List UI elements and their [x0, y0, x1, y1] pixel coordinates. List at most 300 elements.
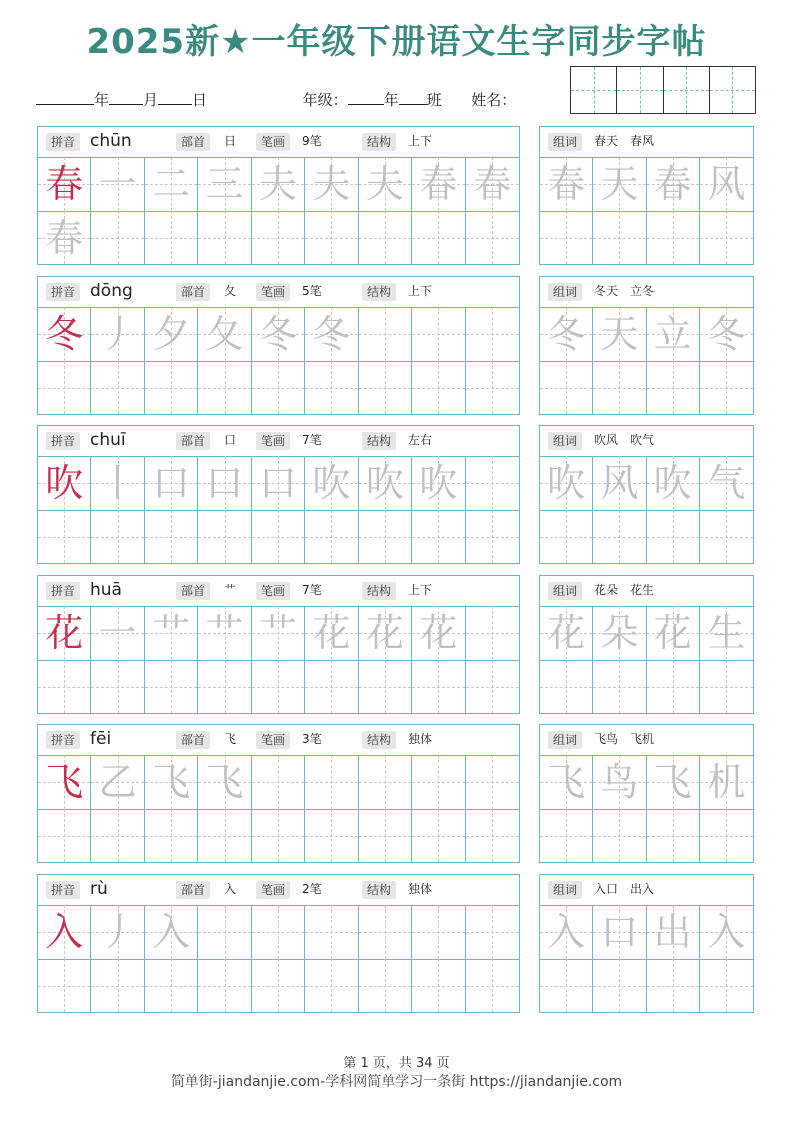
trace-character: 冬 — [707, 312, 746, 356]
trace-character: 夫 — [365, 162, 404, 206]
name-cell[interactable] — [617, 67, 663, 113]
trace-character: 天 — [600, 162, 639, 206]
grid-cell[interactable] — [540, 510, 593, 563]
grid-cell[interactable] — [540, 809, 593, 862]
grid-cell[interactable] — [593, 959, 646, 1012]
trace-character: 花 — [419, 611, 458, 655]
grid-cell[interactable] — [700, 307, 753, 361]
grid-cell[interactable] — [198, 510, 251, 563]
name-box[interactable] — [570, 66, 756, 114]
practice-panel — [37, 575, 520, 714]
trace-character: 夫 — [258, 162, 297, 206]
day-label: 日 — [192, 91, 208, 109]
strokes-tag: 笔画 — [256, 731, 290, 749]
grid-cell[interactable] — [700, 905, 753, 959]
grid-cell[interactable] — [252, 307, 305, 361]
grid-cell[interactable] — [252, 809, 305, 862]
grid-row — [540, 456, 753, 511]
trace-character: 春 — [45, 216, 84, 260]
strokes-value: 7笔 — [302, 583, 322, 597]
trace-character: 花 — [547, 611, 586, 655]
grid-cell[interactable] — [647, 510, 700, 563]
words-tag: 组词 — [548, 432, 582, 450]
practice-panel — [37, 724, 520, 863]
words-tag: 组词 — [548, 881, 582, 899]
grid-cell[interactable] — [91, 755, 144, 809]
grid-row — [540, 660, 753, 713]
grid-cell[interactable] — [198, 660, 251, 713]
words-tag: 组词 — [548, 582, 582, 600]
grid-cell[interactable] — [466, 510, 519, 563]
structure-tag: 结构 — [362, 881, 396, 899]
grid-cell[interactable] — [91, 211, 144, 264]
grid-cell[interactable] — [305, 361, 358, 414]
grid-cell[interactable] — [91, 660, 144, 713]
grid-cell[interactable] — [38, 905, 91, 959]
structure-value: 独体 — [408, 882, 433, 896]
words-value: 入口 出入 — [594, 882, 655, 896]
grid-cell[interactable] — [38, 307, 91, 361]
grid-cell[interactable] — [91, 606, 144, 660]
grid-cell[interactable] — [540, 307, 593, 361]
grid-cell[interactable] — [198, 755, 251, 809]
grid-cell[interactable] — [38, 959, 91, 1012]
grid-cell[interactable] — [145, 456, 198, 510]
year-blank[interactable] — [36, 88, 94, 105]
grid-cell[interactable] — [305, 510, 358, 563]
model-character: 花 — [45, 611, 84, 655]
radical-tag: 部首 — [176, 432, 210, 450]
grid-cell[interactable] — [252, 456, 305, 510]
trace-character: 吹 — [365, 461, 404, 505]
grid-cell[interactable] — [466, 456, 519, 510]
words-panel — [539, 874, 754, 1013]
grid-cell[interactable] — [593, 606, 646, 660]
grid-cell[interactable] — [252, 905, 305, 959]
name-cell[interactable] — [710, 67, 755, 113]
strokes-value: 3笔 — [302, 732, 322, 746]
grid-cell[interactable] — [38, 157, 91, 211]
words-panel — [539, 724, 754, 863]
grid-cell[interactable] — [700, 510, 753, 563]
grid-cell[interactable] — [412, 755, 465, 809]
grid-cell[interactable] — [38, 660, 91, 713]
character-block — [37, 425, 754, 564]
model-character: 春 — [45, 162, 84, 206]
grid-cell[interactable] — [91, 307, 144, 361]
grid-cell[interactable] — [593, 755, 646, 809]
grid-cell[interactable] — [466, 606, 519, 660]
trace-character: 二 — [152, 162, 191, 206]
trace-character: 口 — [258, 461, 297, 505]
grid-row — [38, 510, 519, 563]
grid-cell[interactable] — [466, 809, 519, 862]
name-label: 姓名： — [471, 91, 517, 109]
trace-character: 一 — [98, 162, 137, 206]
trace-character: 风 — [707, 162, 746, 206]
grid-cell[interactable] — [412, 809, 465, 862]
grid-cell[interactable] — [412, 361, 465, 414]
trace-character: 丿 — [98, 312, 137, 356]
pinyin-tag: 拼音 — [46, 582, 80, 600]
grid-cell[interactable] — [466, 755, 519, 809]
structure-value: 左右 — [408, 433, 433, 447]
grid-cell[interactable] — [305, 905, 358, 959]
grid-cell[interactable] — [145, 755, 198, 809]
grid-cell[interactable] — [305, 755, 358, 809]
name-cell[interactable] — [664, 67, 710, 113]
info-header — [38, 576, 519, 607]
grid-cell[interactable] — [305, 211, 358, 264]
info-header — [38, 725, 519, 756]
grid-cell[interactable] — [359, 157, 412, 211]
grid-cell[interactable] — [252, 606, 305, 660]
pinyin-tag: 拼音 — [46, 881, 80, 899]
grid-cell[interactable] — [252, 361, 305, 414]
grid-cell[interactable] — [91, 959, 144, 1012]
grid-cell[interactable] — [540, 959, 593, 1012]
grid-cell[interactable] — [359, 755, 412, 809]
grid-cell[interactable] — [700, 157, 753, 211]
words-header — [540, 725, 753, 756]
info-header — [38, 127, 519, 158]
grid-cell[interactable] — [38, 211, 91, 264]
grid-row — [540, 157, 753, 212]
grid-cell[interactable] — [700, 809, 753, 862]
grid-cell[interactable] — [412, 660, 465, 713]
strokes-value: 5笔 — [302, 284, 322, 298]
grid-cell[interactable] — [700, 211, 753, 264]
grid-cell[interactable] — [359, 606, 412, 660]
grid-row — [540, 809, 753, 862]
trace-character: 冬 — [312, 312, 351, 356]
grid-cell[interactable] — [593, 809, 646, 862]
words-panel — [539, 575, 754, 714]
page-title: 2025新★一年级下册语文生字同步字帖 — [86, 22, 707, 62]
grid-cell[interactable] — [647, 660, 700, 713]
day-blank[interactable] — [158, 88, 192, 105]
grid-cell[interactable] — [466, 905, 519, 959]
grid-row — [38, 456, 519, 511]
grid-cell[interactable] — [540, 157, 593, 211]
grid-cell[interactable] — [38, 606, 91, 660]
trace-character: 出 — [653, 910, 692, 954]
practice-panel — [37, 874, 520, 1013]
grid-cell[interactable] — [647, 755, 700, 809]
grid-cell[interactable] — [145, 211, 198, 264]
radical-value: 日 — [224, 134, 237, 148]
structure-tag: 结构 — [362, 582, 396, 600]
grid-row — [38, 959, 519, 1012]
grid-cell[interactable] — [91, 809, 144, 862]
radical-tag: 部首 — [176, 881, 210, 899]
grid-cell[interactable] — [91, 905, 144, 959]
grid-cell[interactable] — [145, 905, 198, 959]
trace-character: 春 — [653, 162, 692, 206]
site-footer: 简单街-jiandanjie.com-学科网简单学习一条街 https://jiandanjie.com — [170, 1074, 623, 1090]
grid-cell[interactable] — [305, 959, 358, 1012]
radical-tag: 部首 — [176, 582, 210, 600]
grid-row — [38, 211, 519, 264]
grid-cell[interactable] — [38, 361, 91, 414]
words-value: 飞鸟 飞机 — [594, 732, 655, 746]
practice-panel — [37, 126, 520, 265]
grid-cell[interactable] — [540, 456, 593, 510]
trace-character: 吹 — [312, 461, 351, 505]
grid-cell[interactable] — [466, 959, 519, 1012]
grid-cell[interactable] — [593, 307, 646, 361]
trace-character: 花 — [653, 611, 692, 655]
grid-row — [38, 755, 519, 810]
grid-cell[interactable] — [593, 361, 646, 414]
grid-cell[interactable] — [540, 905, 593, 959]
grid-cell[interactable] — [540, 755, 593, 809]
grid-cell[interactable] — [145, 307, 198, 361]
grid-cell[interactable] — [252, 755, 305, 809]
pinyin-value: huā — [90, 580, 122, 600]
grid-cell[interactable] — [647, 361, 700, 414]
pinyin-value: chuī — [90, 430, 126, 450]
grid-cell[interactable] — [145, 660, 198, 713]
grid-cell[interactable] — [38, 755, 91, 809]
grid-cell[interactable] — [359, 510, 412, 563]
trace-character: 飞 — [653, 760, 692, 804]
trace-character: 艹 — [152, 611, 191, 655]
grid-cell[interactable] — [91, 510, 144, 563]
grid-cell[interactable] — [305, 606, 358, 660]
grid-cell[interactable] — [647, 959, 700, 1012]
radical-tag: 部首 — [176, 731, 210, 749]
grid-cell[interactable] — [700, 660, 753, 713]
trace-character: 入 — [707, 910, 746, 954]
trace-character: 夫 — [312, 162, 351, 206]
trace-character: 口 — [152, 461, 191, 505]
trace-character: 艹 — [258, 611, 297, 655]
grid-cell[interactable] — [593, 905, 646, 959]
grid-cell[interactable] — [252, 157, 305, 211]
trace-character: 飞 — [547, 760, 586, 804]
grid-cell[interactable] — [198, 157, 251, 211]
grid-cell[interactable] — [198, 307, 251, 361]
grid-cell[interactable] — [466, 157, 519, 211]
grid-cell[interactable] — [647, 456, 700, 510]
grid-cell[interactable] — [145, 959, 198, 1012]
words-value: 春天 春风 — [594, 134, 655, 148]
grid-row — [540, 510, 753, 563]
grid-cell[interactable] — [198, 361, 251, 414]
grid-cell[interactable] — [593, 510, 646, 563]
grid-cell[interactable] — [145, 361, 198, 414]
strokes-tag: 笔画 — [256, 133, 290, 151]
grid-cell[interactable] — [466, 211, 519, 264]
grid-cell[interactable] — [252, 660, 305, 713]
grid-cell[interactable] — [305, 456, 358, 510]
grid-cell[interactable] — [38, 456, 91, 510]
month-blank[interactable] — [109, 88, 143, 105]
structure-tag: 结构 — [362, 283, 396, 301]
grade-label: 年级： — [302, 91, 348, 109]
grid-cell[interactable] — [466, 307, 519, 361]
radical-value: 飞 — [224, 732, 237, 746]
grid-cell[interactable] — [412, 157, 465, 211]
grid-cell[interactable] — [359, 307, 412, 361]
grid-cell[interactable] — [198, 606, 251, 660]
grid-row — [38, 307, 519, 362]
trace-character: 立 — [653, 312, 692, 356]
grid-cell[interactable] — [305, 809, 358, 862]
character-block — [37, 126, 754, 265]
radical-value: 艹 — [224, 583, 237, 597]
words-value: 冬天 立冬 — [594, 284, 655, 298]
grid-cell[interactable] — [38, 809, 91, 862]
grid-cell[interactable] — [252, 959, 305, 1012]
grid-row — [38, 660, 519, 713]
words-tag: 组词 — [548, 731, 582, 749]
pinyin-value: dōng — [90, 281, 133, 301]
trace-character: 乙 — [98, 760, 137, 804]
words-header — [540, 576, 753, 607]
grid-cell[interactable] — [305, 660, 358, 713]
trace-character: 丿 — [98, 910, 137, 954]
trace-character: 三 — [205, 162, 244, 206]
trace-character: 春 — [547, 162, 586, 206]
grid-cell[interactable] — [359, 361, 412, 414]
grid-cell[interactable] — [540, 361, 593, 414]
grid-cell[interactable] — [647, 211, 700, 264]
grid-cell[interactable] — [359, 211, 412, 264]
grid-cell[interactable] — [359, 809, 412, 862]
grid-cell[interactable] — [38, 510, 91, 563]
grid-cell[interactable] — [700, 606, 753, 660]
grid-cell[interactable] — [647, 307, 700, 361]
grid-cell[interactable] — [593, 211, 646, 264]
trace-character: 夂 — [205, 312, 244, 356]
class-label: 班 — [426, 91, 442, 109]
grid-cell[interactable] — [593, 157, 646, 211]
class-blank[interactable] — [399, 88, 427, 105]
grid-cell[interactable] — [412, 510, 465, 563]
pinyin-tag: 拼音 — [46, 133, 80, 151]
grid-cell[interactable] — [359, 959, 412, 1012]
grid-cell[interactable] — [252, 510, 305, 563]
grid-row — [38, 361, 519, 414]
grid-row — [540, 361, 753, 414]
grid-cell[interactable] — [412, 606, 465, 660]
grid-cell[interactable] — [198, 905, 251, 959]
grid-cell[interactable] — [91, 361, 144, 414]
grid-cell[interactable] — [540, 606, 593, 660]
trace-character: 冬 — [547, 312, 586, 356]
trace-character: 吹 — [419, 461, 458, 505]
grid-cell[interactable] — [647, 157, 700, 211]
grid-cell[interactable] — [466, 660, 519, 713]
grid-cell[interactable] — [198, 456, 251, 510]
character-block — [37, 724, 754, 863]
grid-cell[interactable] — [412, 307, 465, 361]
pinyin-tag: 拼音 — [46, 432, 80, 450]
grid-cell[interactable] — [647, 905, 700, 959]
grid-cell[interactable] — [145, 606, 198, 660]
trace-character: 花 — [312, 611, 351, 655]
grid-row — [540, 959, 753, 1012]
radical-value: 口 — [224, 433, 237, 447]
grid-row — [38, 606, 519, 661]
grid-cell[interactable] — [145, 510, 198, 563]
structure-value: 上下 — [408, 583, 433, 597]
practice-panel — [37, 425, 520, 564]
grid-cell[interactable] — [540, 211, 593, 264]
pinyin-tag: 拼音 — [46, 283, 80, 301]
grid-cell[interactable] — [593, 660, 646, 713]
grid-cell[interactable] — [647, 809, 700, 862]
grid-cell[interactable] — [145, 809, 198, 862]
grid-cell[interactable] — [198, 959, 251, 1012]
structure-tag: 结构 — [362, 731, 396, 749]
grid-cell[interactable] — [91, 157, 144, 211]
grid-cell[interactable] — [359, 456, 412, 510]
grid-cell[interactable] — [305, 307, 358, 361]
grid-cell[interactable] — [412, 456, 465, 510]
radical-value: 夂 — [224, 284, 237, 298]
grid-cell[interactable] — [700, 959, 753, 1012]
grid-cell[interactable] — [359, 905, 412, 959]
grid-cell[interactable] — [412, 211, 465, 264]
trace-character: 机 — [707, 760, 746, 804]
grid-cell[interactable] — [647, 606, 700, 660]
words-panel — [539, 425, 754, 564]
strokes-value: 2笔 — [302, 882, 322, 896]
grid-cell[interactable] — [198, 211, 251, 264]
structure-tag: 结构 — [362, 432, 396, 450]
trace-character: 春 — [419, 162, 458, 206]
trace-character: 气 — [707, 461, 746, 505]
words-header — [540, 127, 753, 158]
grid-row — [38, 809, 519, 862]
grid-cell[interactable] — [91, 456, 144, 510]
grid-cell[interactable] — [466, 361, 519, 414]
info-line — [36, 88, 516, 111]
grid-cell[interactable] — [700, 361, 753, 414]
grid-cell[interactable] — [198, 809, 251, 862]
structure-value: 上下 — [408, 284, 433, 298]
grid-cell[interactable] — [540, 660, 593, 713]
words-panel — [539, 276, 754, 415]
model-character: 入 — [45, 910, 84, 954]
grid-cell[interactable] — [305, 157, 358, 211]
name-cell[interactable] — [571, 67, 617, 113]
grid-cell[interactable] — [700, 456, 753, 510]
grid-cell[interactable] — [359, 660, 412, 713]
structure-value: 独体 — [408, 732, 433, 746]
grid-row — [540, 755, 753, 810]
info-header — [38, 277, 519, 308]
grid-cell[interactable] — [252, 211, 305, 264]
grid-cell[interactable] — [700, 755, 753, 809]
info-header — [38, 875, 519, 906]
grid-cell[interactable] — [412, 905, 465, 959]
grid-cell[interactable] — [412, 959, 465, 1012]
year-label: 年 — [94, 91, 110, 109]
strokes-tag: 笔画 — [256, 432, 290, 450]
grade-blank[interactable] — [348, 88, 384, 105]
pinyin-value: fēi — [90, 729, 112, 749]
grid-cell[interactable] — [145, 157, 198, 211]
pinyin-value: chūn — [90, 131, 132, 151]
grid-cell[interactable] — [593, 456, 646, 510]
words-value: 花朵 花生 — [594, 583, 655, 597]
words-tag: 组词 — [548, 133, 582, 151]
pinyin-tag: 拼音 — [46, 731, 80, 749]
